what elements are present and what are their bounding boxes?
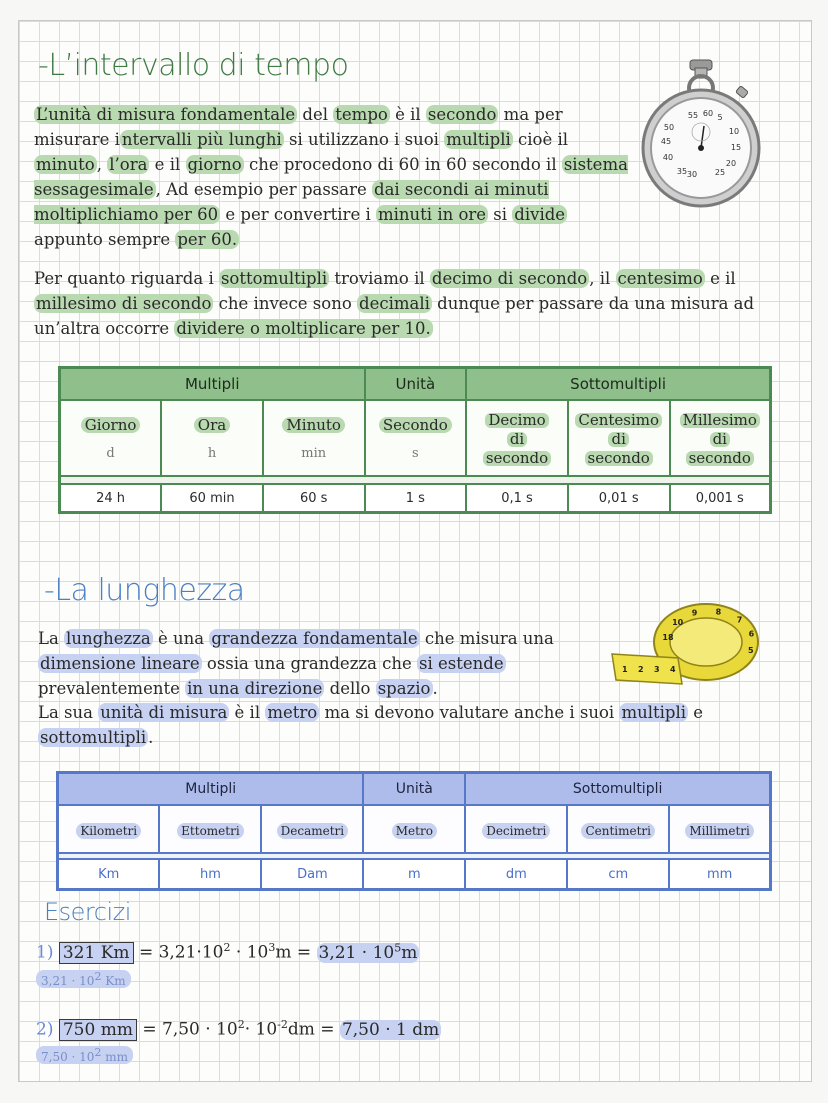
unit-cell	[567, 805, 669, 853]
exercise-given: 750 mm	[59, 1019, 137, 1041]
highlighted-term: l’ora	[109, 155, 148, 174]
header-sottomultipli: Sottomultipli	[465, 773, 770, 806]
unit-name: di	[710, 432, 730, 447]
tape-number: 10	[672, 617, 684, 627]
text-run: che invece sono	[213, 294, 358, 313]
header-sottomultipli: Sottomultipli	[466, 368, 770, 401]
value-cell: 0,001 s	[670, 484, 771, 513]
unit-name: Ettometri	[177, 823, 244, 839]
highlighted-term: minuti in ore	[377, 205, 487, 224]
unit-cell	[466, 400, 568, 476]
unit-name: Metro	[392, 823, 437, 839]
highlighted-term: L’unità di misura fondamentale	[36, 105, 296, 124]
paragraph-length-definition	[38, 626, 618, 701]
result-unit: m	[401, 942, 418, 963]
unit-name: di	[608, 432, 628, 447]
value-cell: 60 s	[263, 484, 365, 513]
unit-name: Centesimo	[575, 413, 662, 428]
unit-name: Ora	[194, 417, 230, 433]
note-value: 3,21 · 10	[41, 974, 95, 988]
symbol-cell: dm	[465, 859, 567, 890]
text-run: ma si devono valutare anche i suoi	[319, 703, 620, 722]
text-run: prevalentemente	[38, 679, 186, 698]
exponent: 2	[94, 970, 102, 983]
text-run: è il	[389, 105, 426, 124]
tape-number: 9	[691, 608, 698, 618]
text-run: dunque per passare da una misura ad un’altra occorre	[34, 294, 755, 338]
value-cell: 0,1 s	[466, 484, 568, 513]
exercise-equation: = 7,50 · 10	[142, 1019, 238, 1040]
exponent: 2	[223, 941, 231, 954]
text-run: è una	[152, 629, 210, 648]
value-cell: 1 s	[365, 484, 467, 513]
highlighted-term: si estende	[419, 654, 504, 673]
symbol-cell: hm	[159, 859, 261, 890]
unit-name: Giorno	[81, 417, 141, 433]
tape-number: 8	[715, 607, 722, 617]
unit-symbol: min	[301, 446, 327, 461]
value-cell: 60 min	[161, 484, 263, 513]
symbol-cell: mm	[669, 859, 770, 890]
unit-name: Decimetri	[482, 823, 550, 839]
dial-number: 35	[676, 167, 688, 176]
note-unit: mm	[101, 1050, 129, 1064]
table-spacer	[60, 476, 771, 484]
symbol-cell: Dam	[261, 859, 363, 890]
tape-number: 3	[654, 665, 660, 674]
exercise-given: 321 Km	[59, 942, 134, 964]
unit-name: Centimetri	[581, 823, 655, 839]
unit-name: secondo	[585, 451, 653, 466]
highlighted-term: millesimo di secondo	[36, 294, 212, 313]
text-run: troviamo il	[329, 269, 430, 288]
text-run: è il	[229, 703, 266, 722]
text-run: e per convertire i	[220, 205, 376, 224]
exponent: 3	[268, 941, 276, 954]
exercise-equation: = 3,21·10	[138, 942, 224, 963]
dial-number: 40	[662, 153, 674, 162]
text-run: , il	[589, 269, 616, 288]
unit-name: secondo	[686, 451, 754, 466]
exercise-2-note	[36, 1046, 133, 1064]
unit-cell	[363, 805, 465, 853]
unit-name: Secondo	[379, 417, 452, 433]
highlighted-term: divide	[514, 205, 566, 224]
header-multipli: Multipli	[58, 773, 364, 806]
tape-number: 5	[748, 645, 754, 655]
exercise-unit: m =	[275, 942, 312, 963]
exponent: 2	[237, 1018, 245, 1031]
text-run: del	[297, 105, 334, 124]
header-multipli: Multipli	[60, 368, 365, 401]
highlighted-term: centesimo	[617, 269, 703, 288]
symbol-cell: Km	[58, 859, 160, 890]
tape-number: 1	[622, 665, 628, 674]
dial-number: 45	[660, 137, 672, 146]
dial-number: 15	[730, 143, 742, 152]
tape-number: 6	[748, 629, 755, 639]
dial-number: 20	[725, 159, 737, 168]
text-run: e il	[704, 269, 736, 288]
text-run: La sua	[38, 703, 99, 722]
section-title-time: -L’intervallo di tempo	[38, 48, 349, 83]
unit-cell	[568, 400, 670, 476]
text-run: cioè il	[512, 130, 569, 149]
tape-number: 7	[736, 615, 743, 625]
highlighted-term: per 60.	[177, 230, 238, 249]
highlighted-term: dimensione lineare	[40, 654, 200, 673]
highlighted-term: decimali	[359, 294, 430, 313]
unit-cell	[669, 805, 770, 853]
tape-number: 18	[662, 632, 674, 642]
unit-name: Millesimo	[680, 413, 760, 428]
highlighted-term: spazio	[377, 679, 431, 698]
highlighted-term: giorno	[187, 155, 242, 174]
unit-name: di	[507, 432, 527, 447]
dial-number: 60	[702, 109, 714, 118]
dial-number: 50	[663, 123, 675, 132]
text-run: che misura una	[419, 629, 554, 648]
text-run: appunto sempre	[34, 230, 176, 249]
dial-number: 10	[728, 127, 740, 136]
exponent: 2	[94, 1046, 102, 1059]
text-run: e il	[149, 155, 186, 174]
unit-cell	[261, 805, 363, 853]
tape-number: 2	[638, 665, 644, 674]
header-unita: Unità	[365, 368, 467, 401]
exercise-result: 7,50 · 1 dm	[341, 1019, 440, 1040]
exercise-1	[36, 941, 419, 963]
symbol-cell: m	[363, 859, 465, 890]
dial-number: 30	[686, 170, 698, 179]
time-units-table	[58, 366, 772, 514]
highlighted-term: grandezza fondamentale	[211, 629, 418, 648]
unit-cell	[161, 400, 263, 476]
exponent: 5	[394, 941, 402, 954]
exercise-equation: · 10	[230, 942, 269, 963]
unit-cell	[58, 805, 160, 853]
unit-symbol: s	[412, 446, 419, 461]
measuring-tape-icon	[608, 596, 762, 690]
text-run: si utilizzano i suoi	[283, 130, 445, 149]
symbol-cell: cm	[567, 859, 669, 890]
unit-name: Minuto	[282, 417, 345, 433]
exercise-1-note	[36, 970, 131, 988]
highlighted-term: secondo	[427, 105, 497, 124]
exercise-unit: dm =	[287, 1019, 335, 1040]
tape-number: 4	[670, 665, 676, 674]
section-title-length: -La lunghezza	[44, 573, 245, 608]
highlighted-term: sottomultipli	[40, 728, 147, 747]
unit-name: secondo	[483, 451, 551, 466]
unit-name: Decimo	[485, 413, 548, 428]
highlighted-term: tempo	[335, 105, 388, 124]
exercise-result	[317, 943, 420, 963]
highlighted-term: metro	[267, 703, 318, 722]
text-run: ,	[96, 155, 108, 174]
text-run: che procedono di 60 in 60 secondo il	[243, 155, 562, 174]
dial-number: 55	[687, 111, 699, 120]
unit-symbol: d	[106, 446, 115, 461]
text-run: dello	[324, 679, 376, 698]
highlighted-term: ntervalli più lunghi	[121, 130, 282, 149]
unit-name: Kilometri	[76, 823, 141, 839]
exercise-2	[36, 1018, 441, 1040]
unit-cell	[263, 400, 365, 476]
note-value: 7,50 · 10	[41, 1050, 95, 1064]
exercises-title: Esercizi	[44, 898, 131, 926]
stopwatch-icon	[638, 58, 762, 210]
highlighted-term: minuto	[36, 155, 95, 174]
paragraph-time-submultiples	[34, 266, 794, 341]
unit-cell	[670, 400, 771, 476]
unit-cell	[159, 805, 261, 853]
length-units-table	[56, 771, 772, 891]
paragraph-time-multiples	[34, 102, 634, 252]
highlighted-term: sistema sessagesimale	[34, 155, 628, 199]
result-value: 3,21 · 10	[318, 942, 395, 963]
text-run: , Ad esempio per passare	[155, 180, 373, 199]
value-cell: 24 h	[60, 484, 162, 513]
highlighted-term: decimo di secondo	[431, 269, 588, 288]
paragraph-length-unit	[38, 700, 798, 750]
highlighted-term: sottomultipli	[220, 269, 328, 288]
exercise-equation: · 10	[244, 1019, 278, 1040]
text-run: Per quanto riguarda i	[34, 269, 219, 288]
text-run: ossia una grandezza che	[201, 654, 418, 673]
exponent: -2	[277, 1018, 288, 1031]
text-run: e	[688, 703, 704, 722]
highlighted-term: multipli	[446, 130, 511, 149]
highlighted-term: unità di misura	[100, 703, 228, 722]
unit-name: Decametri	[277, 823, 348, 839]
unit-cell	[365, 400, 467, 476]
header-unita: Unità	[363, 773, 465, 806]
highlighted-term: lunghezza	[66, 629, 151, 648]
text-run: .	[148, 728, 154, 747]
unit-cell	[465, 805, 567, 853]
exercise-number: 2)	[36, 1019, 54, 1040]
text-run: ma per misurare i	[34, 105, 563, 149]
unit-name: Millimetri	[685, 823, 754, 839]
unit-symbol: h	[207, 446, 217, 461]
note-unit: Km	[101, 974, 126, 988]
value-cell: 0,01 s	[568, 484, 670, 513]
unit-cell	[60, 400, 162, 476]
text-run: La	[38, 629, 65, 648]
exercise-number: 1)	[36, 942, 54, 963]
text-run: .	[432, 679, 438, 698]
highlighted-term: in una direzione	[187, 679, 323, 698]
highlighted-term: dai secondi ai minuti moltiplichiamo per 60	[34, 180, 549, 224]
dial-number: 25	[714, 168, 726, 177]
highlighted-term: multipli	[621, 703, 687, 722]
text-run: si	[488, 205, 513, 224]
highlighted-term: dividere o moltiplicare per 10.	[176, 319, 431, 338]
dial-number: 5	[717, 113, 723, 122]
